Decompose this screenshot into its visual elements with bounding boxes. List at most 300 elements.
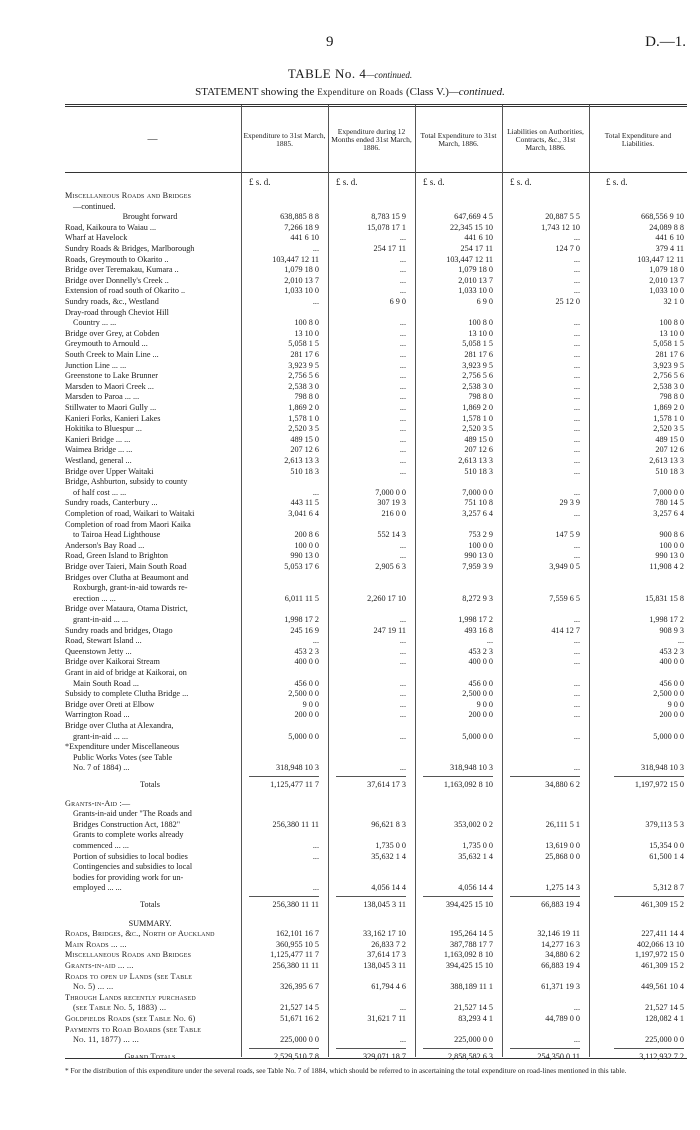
table-row bbox=[65, 699, 687, 710]
table-row bbox=[65, 307, 687, 318]
table-row bbox=[65, 872, 687, 883]
cell-col-1: 9 0 0 bbox=[302, 699, 319, 709]
table-row bbox=[65, 561, 687, 572]
cell-col-5: 489 15 0 bbox=[655, 434, 684, 444]
cell-col-3: 2,858,582 6 3 bbox=[447, 1051, 493, 1061]
cell-col-4: ... bbox=[573, 487, 580, 497]
row-label: Contingencies and subsidies to local bbox=[73, 862, 193, 872]
cell-col-2: ... bbox=[399, 699, 406, 709]
cell-col-5: 1,869 2 0 bbox=[653, 403, 684, 412]
cell-col-3: ... bbox=[486, 636, 493, 646]
table-row bbox=[65, 731, 687, 742]
summary-row bbox=[65, 992, 687, 1003]
cell-col-5: 379 4 11 bbox=[655, 244, 684, 253]
cell-col-1: ... bbox=[312, 636, 319, 646]
cell-col-3: 2,538 3 0 bbox=[462, 381, 493, 391]
cell-col-1: 245 16 9 bbox=[290, 625, 319, 635]
row-label: Country ... ... bbox=[73, 318, 117, 328]
cell-col-5: 200 0 0 bbox=[659, 710, 684, 720]
cell-col-5: 1,197,972 15 0 bbox=[634, 780, 684, 789]
cell-col-4: ... bbox=[573, 371, 580, 381]
cell-col-4: ... bbox=[573, 339, 580, 349]
row-label: Roads, Greymouth to Okarito .. bbox=[65, 254, 169, 264]
cell-col-1: 7,266 18 9 bbox=[284, 222, 319, 232]
cell-col-3: 281 17 6 bbox=[464, 350, 493, 359]
cell-col-5: 15,354 0 0 bbox=[649, 841, 684, 850]
cell-col-2: ... bbox=[399, 350, 406, 359]
row-label: Waimea Bridge ... ... bbox=[65, 445, 133, 455]
cell-col-2: 15,078 17 1 bbox=[367, 222, 406, 232]
cell-col-3: 493 16 8 bbox=[464, 625, 493, 635]
cell-col-3: 1,079 18 0 bbox=[458, 265, 493, 275]
cell-col-4: 44,789 0 0 bbox=[545, 1014, 580, 1023]
cell-col-2: ... bbox=[399, 445, 406, 455]
row-label: erection ... ... bbox=[73, 593, 116, 603]
row-label: Bridge, Ashburton, subsidy to county bbox=[65, 477, 188, 487]
row-label: grant-in-aid ... ... bbox=[73, 615, 129, 624]
row-label: Payments to Road Boards (see Table bbox=[65, 1024, 202, 1034]
cell-col-3: 1,163,092 8 10 bbox=[443, 780, 493, 789]
row-label: Greenstone to Lake Brunner bbox=[65, 371, 158, 381]
summary-row bbox=[65, 949, 687, 960]
cell-col-1: 200 0 0 bbox=[294, 710, 319, 720]
cell-col-4: ... bbox=[573, 509, 580, 518]
cell-col-4: ... bbox=[573, 381, 580, 391]
table-row bbox=[65, 752, 687, 763]
row-label: (see Table No. 5, 1883) ... bbox=[73, 1003, 167, 1013]
table-row bbox=[65, 688, 687, 699]
table-row bbox=[65, 656, 687, 667]
cell-col-1: ... bbox=[312, 883, 319, 893]
table-row bbox=[65, 423, 687, 434]
cell-col-2: 8,783 15 9 bbox=[371, 212, 406, 222]
cell-col-1: 256,380 11 11 bbox=[272, 961, 319, 970]
cell-col-4: ... bbox=[573, 233, 580, 243]
cell-col-1: 510 18 3 bbox=[290, 466, 319, 476]
cell-col-3: 103,447 12 11 bbox=[446, 254, 493, 264]
cell-col-1: 3,923 9 5 bbox=[288, 360, 319, 370]
cell-col-5: 7,000 0 0 bbox=[653, 487, 684, 497]
cell-col-3: 394,425 15 10 bbox=[445, 900, 493, 909]
summary-row bbox=[65, 1034, 687, 1045]
table-row bbox=[65, 519, 687, 530]
cell-col-1: 162,101 16 7 bbox=[276, 929, 319, 939]
row-label: Road, Kaikoura to Waiau ... bbox=[65, 222, 157, 232]
cell-col-4: 20,887 5 5 bbox=[545, 212, 580, 222]
row-label: Portion of subsidies to local bodies bbox=[73, 851, 188, 861]
cell-col-5: 32 1 0 bbox=[663, 297, 684, 306]
cell-col-4: ... bbox=[573, 424, 580, 434]
section-heading-text: Grants-in-Aid :— bbox=[65, 798, 131, 808]
row-label: Warrington Road ... bbox=[65, 710, 130, 720]
cell-col-4: 34,880 6 2 bbox=[545, 950, 580, 960]
document-reference: D.—1. bbox=[645, 34, 686, 50]
cell-col-4: ... bbox=[573, 350, 580, 359]
cell-col-2: ... bbox=[399, 371, 406, 381]
table-row bbox=[65, 222, 687, 233]
cell-col-3: 2,613 13 3 bbox=[458, 456, 493, 465]
cell-col-5: 3,923 9 5 bbox=[653, 360, 684, 370]
grand-total-rule bbox=[510, 1048, 580, 1049]
table-row bbox=[65, 413, 687, 424]
cell-col-5: 1,998 17 2 bbox=[649, 615, 684, 624]
subtotal-rule bbox=[510, 776, 580, 777]
summary-row bbox=[65, 1024, 687, 1035]
table-row bbox=[65, 540, 687, 551]
section-heading bbox=[65, 798, 687, 809]
cell-col-3: 798 8 0 bbox=[468, 392, 493, 402]
subtotal-rule bbox=[614, 896, 684, 897]
row-label: Goldfields Roads (see Table No. 6) bbox=[65, 1014, 196, 1023]
column-headers bbox=[65, 110, 687, 170]
table-row bbox=[65, 808, 687, 819]
table-row bbox=[65, 840, 687, 851]
row-label: Public Works Votes (see Table bbox=[73, 752, 173, 762]
cell-col-4: ... bbox=[573, 710, 580, 720]
cell-col-3: 8,272 9 3 bbox=[462, 593, 493, 603]
cell-col-4: 414 12 7 bbox=[551, 625, 580, 635]
cell-col-2: ... bbox=[399, 456, 406, 465]
cell-col-4: ... bbox=[573, 540, 580, 550]
row-label: Totals bbox=[140, 900, 160, 909]
cell-col-3: 254 17 11 bbox=[460, 244, 493, 253]
cell-col-4: ... bbox=[573, 445, 580, 455]
cell-col-3: 1,163,092 8 10 bbox=[443, 950, 493, 960]
row-label: grant-in-aid ... ... bbox=[73, 731, 129, 741]
cell-col-5: 128,082 4 1 bbox=[645, 1014, 684, 1023]
cell-col-2: 307 19 3 bbox=[377, 498, 406, 508]
table-row bbox=[65, 254, 687, 265]
cell-col-2: ... bbox=[399, 540, 406, 550]
header-top-rule bbox=[65, 104, 687, 107]
table-row bbox=[65, 829, 687, 840]
cell-col-5: 441 6 10 bbox=[655, 233, 684, 243]
cell-col-4: 1,743 12 10 bbox=[541, 222, 580, 232]
table-row bbox=[65, 338, 687, 349]
cell-col-4: ... bbox=[573, 265, 580, 275]
cell-col-1: 1,998 17 2 bbox=[284, 615, 319, 624]
cell-col-3: 456 0 0 bbox=[468, 678, 493, 688]
cell-col-1: 990 13 0 bbox=[290, 551, 319, 561]
statement-text: showing the bbox=[260, 86, 315, 98]
cell-col-2: ... bbox=[399, 466, 406, 476]
cell-col-4: 3,949 0 5 bbox=[549, 562, 580, 571]
table-row bbox=[65, 296, 687, 307]
table-row bbox=[65, 211, 687, 222]
row-label: bodies for providing work for un- bbox=[73, 872, 184, 882]
cell-col-4: 14,277 16 3 bbox=[541, 939, 580, 949]
cell-col-2: 31,621 7 11 bbox=[367, 1014, 406, 1023]
table-bottom-rule bbox=[65, 1058, 687, 1059]
cell-col-4: ... bbox=[573, 699, 580, 709]
cell-col-2: ... bbox=[399, 657, 406, 667]
cell-col-5: 3,112,932 7 2 bbox=[639, 1051, 684, 1061]
cell-col-5: 456 0 0 bbox=[659, 678, 684, 688]
row-label: Roads to open up Lands (see Table bbox=[65, 971, 193, 981]
table-row bbox=[65, 487, 687, 498]
cell-col-1: 3,041 6 4 bbox=[288, 509, 319, 518]
cell-col-1: 100 0 0 bbox=[294, 540, 319, 550]
table-row bbox=[65, 275, 687, 286]
row-label: Wharf at Havelock bbox=[65, 233, 128, 243]
row-label: Hokitika to Bluespur ... bbox=[65, 424, 142, 434]
cell-col-3: 441 6 10 bbox=[464, 233, 493, 243]
statement-class: (Class V.) bbox=[405, 86, 449, 98]
row-label: Bridges Construction Act, 1882" bbox=[73, 819, 181, 829]
cell-col-2: 2,260 17 10 bbox=[367, 593, 406, 603]
grand-total-rule bbox=[249, 1048, 319, 1049]
cell-col-2: 6 9 0 bbox=[389, 297, 406, 306]
cell-col-1: 798 8 0 bbox=[294, 392, 319, 402]
row-label: Bridge over Mataura, Otama District, bbox=[65, 604, 188, 614]
cell-col-1: 2,529,510 7 8 bbox=[273, 1051, 319, 1061]
row-label: commenced ... ... bbox=[73, 841, 129, 850]
cell-col-3: 195,264 14 5 bbox=[450, 929, 493, 939]
cell-col-4: 61,371 19 3 bbox=[541, 982, 580, 992]
cell-col-2: ... bbox=[399, 1035, 406, 1045]
cell-col-4: ... bbox=[573, 1003, 580, 1013]
cell-col-1: 1,578 1 0 bbox=[288, 413, 319, 423]
row-label: Bridge over Donnelly's Creek .. bbox=[65, 275, 169, 285]
subtotal-rule bbox=[249, 896, 319, 897]
cell-col-1: 318,948 10 3 bbox=[276, 763, 319, 773]
cell-col-4: 25 12 0 bbox=[555, 297, 580, 306]
cell-col-2: ... bbox=[399, 233, 406, 243]
header-liabilities: Liabilities on Authorities, Contracts, &c., 31st March, 1886. bbox=[507, 127, 584, 152]
row-label: Roads, Bridges, &c., North of Auckland bbox=[65, 929, 215, 939]
cell-col-5: 3,257 6 4 bbox=[653, 509, 684, 518]
cell-col-1: 1,125,477 11 7 bbox=[270, 950, 319, 960]
row-label: Bridge over Oreti at Elbow bbox=[65, 699, 155, 709]
cell-col-5: 379,113 5 3 bbox=[645, 819, 684, 829]
cell-col-3: 225,000 0 0 bbox=[454, 1035, 493, 1045]
cell-col-2: ... bbox=[399, 689, 406, 699]
table-row bbox=[65, 667, 687, 678]
cell-col-4: ... bbox=[573, 678, 580, 688]
cell-col-1: 207 12 6 bbox=[290, 445, 319, 455]
cell-col-5: 2,010 13 7 bbox=[649, 275, 684, 285]
cell-col-2: ... bbox=[399, 328, 406, 338]
cell-col-4: ... bbox=[573, 254, 580, 264]
table-row bbox=[65, 741, 687, 752]
cell-col-3: 1,033 10 0 bbox=[458, 286, 493, 296]
cell-col-3: 207 12 6 bbox=[464, 445, 493, 455]
row-label: Sundry roads, &c., Westland bbox=[65, 297, 159, 306]
cell-col-3: 2,010 13 7 bbox=[458, 275, 493, 285]
row-label: No. 7 of 1884) ... bbox=[73, 763, 130, 773]
table-row bbox=[65, 264, 687, 275]
row-label: Through Lands recently purchased bbox=[65, 992, 196, 1002]
cell-col-3: 2,520 3 5 bbox=[462, 424, 493, 434]
cell-col-3: 100 0 0 bbox=[468, 540, 493, 550]
cell-col-1: 281 17 6 bbox=[290, 350, 319, 359]
table-row bbox=[65, 593, 687, 604]
grand-total-rule bbox=[614, 1048, 684, 1049]
cell-col-2: ... bbox=[399, 403, 406, 412]
cell-col-3: 200 0 0 bbox=[468, 710, 493, 720]
cell-col-5: 461,309 15 2 bbox=[641, 900, 684, 909]
cell-col-5: 2,520 3 5 bbox=[653, 424, 684, 434]
statement-prefix: STATEMENT bbox=[195, 86, 259, 98]
cell-col-5: 1,197,972 15 0 bbox=[634, 950, 684, 960]
cell-col-2: 96,621 8 3 bbox=[371, 819, 406, 829]
cell-col-1: 2,520 3 5 bbox=[288, 424, 319, 434]
cell-col-3: 753 2 9 bbox=[468, 530, 493, 540]
cell-col-2: ... bbox=[399, 763, 406, 773]
cell-col-3: 453 2 3 bbox=[468, 646, 493, 656]
summary-row bbox=[65, 971, 687, 982]
cell-col-3: 394,425 15 10 bbox=[445, 961, 493, 970]
cell-col-1: 225,000 0 0 bbox=[280, 1035, 319, 1045]
cell-col-3: 489 15 0 bbox=[464, 434, 493, 444]
section-heading bbox=[65, 190, 687, 201]
cell-col-4: ... bbox=[573, 318, 580, 328]
statement-heading bbox=[0, 86, 700, 98]
row-label: employed ... ... bbox=[73, 883, 122, 893]
cell-col-5: 24,089 8 8 bbox=[649, 222, 684, 232]
header-total-exp-1886: Total Expenditure to 31st March, 1886. bbox=[420, 131, 497, 148]
table-row bbox=[65, 476, 687, 487]
cell-col-4: ... bbox=[573, 636, 580, 646]
section-heading-text: Miscellaneous Roads and Bridges bbox=[65, 191, 192, 200]
cell-col-4: ... bbox=[573, 1035, 580, 1045]
row-label: Bridge over Taieri, Main South Road bbox=[65, 562, 187, 571]
header-exp-12months: Expenditure during 12 Months ended 31st March, 1886. bbox=[331, 127, 412, 152]
cell-col-2: ... bbox=[399, 434, 406, 444]
grand-total-rule bbox=[423, 1048, 493, 1049]
row-label: Grant in aid of bridge at Kaikorai, on bbox=[65, 668, 187, 677]
cell-col-1: 453 2 3 bbox=[294, 646, 319, 656]
cell-col-5: 1,079 18 0 bbox=[649, 265, 684, 275]
table-row bbox=[65, 603, 687, 614]
summary-row bbox=[65, 981, 687, 992]
cell-col-4: 26,111 5 1 bbox=[545, 819, 580, 829]
summary-heading bbox=[65, 918, 687, 929]
table-row bbox=[65, 317, 687, 328]
cell-col-5: 402,066 13 10 bbox=[636, 939, 684, 949]
table-row bbox=[65, 381, 687, 392]
table-row bbox=[65, 709, 687, 720]
cell-col-1: 51,671 16 2 bbox=[280, 1014, 319, 1023]
table-row bbox=[65, 625, 687, 636]
cell-col-3: 35,632 1 4 bbox=[458, 851, 493, 861]
table-row bbox=[65, 851, 687, 862]
cell-col-3: 751 10 8 bbox=[464, 498, 493, 508]
cell-col-2: ... bbox=[399, 254, 406, 264]
units-col-2: £ s. d. bbox=[336, 177, 358, 187]
cell-col-4: ... bbox=[573, 657, 580, 667]
table-row bbox=[65, 444, 687, 455]
row-label: Marsden to Maori Creek ... bbox=[65, 381, 154, 391]
cell-col-4: ... bbox=[573, 413, 580, 423]
cell-col-1: 2,500 0 0 bbox=[288, 689, 319, 699]
row-label: Sundry Roads & Bridges, Marlborough bbox=[65, 244, 195, 253]
cell-col-1: 100 8 0 bbox=[294, 318, 319, 328]
cell-col-4: 34,880 6 2 bbox=[545, 780, 580, 789]
table-row bbox=[65, 455, 687, 466]
cell-col-2: 329,071 18 7 bbox=[363, 1051, 406, 1061]
cell-col-1: 6,011 11 5 bbox=[284, 593, 319, 603]
cell-col-5: 318,948 10 3 bbox=[641, 763, 684, 773]
cell-col-2: 33,162 17 10 bbox=[363, 929, 406, 939]
cell-col-2: ... bbox=[399, 636, 406, 646]
cell-col-2: ... bbox=[399, 392, 406, 402]
cell-col-1: 443 11 5 bbox=[290, 498, 319, 508]
row-label: Anderson's Bay Road ... bbox=[65, 540, 145, 550]
cell-col-2: 138,045 3 11 bbox=[363, 961, 406, 970]
table-row bbox=[65, 646, 687, 657]
table-row bbox=[65, 529, 687, 540]
row-label: to Tairoa Head Lighthouse bbox=[73, 530, 161, 540]
row-label: Road, Stewart Island ... bbox=[65, 636, 142, 646]
table-row bbox=[65, 360, 687, 371]
table-row bbox=[65, 572, 687, 583]
table-row bbox=[65, 882, 687, 893]
cell-col-2: 7,000 0 0 bbox=[375, 487, 406, 497]
row-label: Completion of road from Maori Kaika bbox=[65, 519, 191, 529]
cell-col-3: 3,923 9 5 bbox=[462, 360, 493, 370]
cell-col-2: 61,794 4 6 bbox=[371, 982, 406, 992]
cell-col-1: 103,447 12 11 bbox=[272, 254, 319, 264]
header-total-exp-liabilities: Total Expenditure and Liabilities. bbox=[604, 131, 672, 148]
cell-col-1: 256,380 11 11 bbox=[272, 900, 319, 909]
cell-col-4: 1,275 14 3 bbox=[545, 883, 580, 893]
cell-col-1: ... bbox=[312, 244, 319, 253]
cell-col-5: ... bbox=[677, 636, 684, 646]
statement-caps: Expenditure on Roads bbox=[317, 87, 404, 97]
subtotal-rule bbox=[423, 776, 493, 777]
table-title-sub: —continued. bbox=[366, 70, 413, 80]
row-label: Bridge over Clutha at Alexandra, bbox=[65, 721, 174, 730]
cell-col-1: 1,033 10 0 bbox=[284, 286, 319, 296]
cell-col-2: ... bbox=[399, 339, 406, 349]
cell-col-3: 1,869 2 0 bbox=[462, 403, 493, 412]
cell-col-4: ... bbox=[573, 392, 580, 402]
cell-col-3: 353,002 0 2 bbox=[454, 819, 493, 829]
cell-col-2: ... bbox=[399, 710, 406, 720]
table-row bbox=[65, 370, 687, 381]
cell-col-1: ... bbox=[312, 487, 319, 497]
cell-col-2: ... bbox=[399, 551, 406, 561]
row-label: Grants-in-aid under "The Roads and bbox=[73, 809, 192, 819]
cell-col-2: 1,735 0 0 bbox=[375, 841, 406, 850]
cell-col-4: 13,619 0 0 bbox=[545, 841, 580, 850]
row-label: Brought forward bbox=[122, 212, 178, 222]
row-label: Kanieri Forks, Kanieri Lakes bbox=[65, 413, 161, 423]
cell-col-1: 360,955 10 5 bbox=[276, 939, 319, 949]
cell-col-5: 780 14 5 bbox=[655, 498, 684, 508]
row-label: Totals bbox=[140, 780, 160, 789]
cell-col-1: 2,010 13 7 bbox=[284, 275, 319, 285]
cell-col-4: ... bbox=[573, 360, 580, 370]
section-heading-continued-text: —continued. bbox=[73, 201, 116, 211]
row-label: Greymouth to Arnould ... bbox=[65, 339, 148, 349]
row-label: Roxburgh, grant-in-aid towards re- bbox=[73, 583, 188, 593]
cell-col-3: 510 18 3 bbox=[464, 466, 493, 476]
subtotal-rule bbox=[510, 896, 580, 897]
cell-col-5: 990 13 0 bbox=[655, 551, 684, 561]
cell-col-4: ... bbox=[573, 275, 580, 285]
cell-col-1: ... bbox=[312, 851, 319, 861]
cell-col-2: 37,614 17 3 bbox=[367, 950, 406, 960]
summary-row bbox=[65, 928, 687, 939]
cell-col-4: 254,350 0 11 bbox=[537, 1051, 580, 1061]
cell-col-2: ... bbox=[399, 731, 406, 741]
cell-col-3: 2,756 5 6 bbox=[462, 371, 493, 381]
row-label: Main Roads ... ... bbox=[65, 939, 127, 949]
summary-row bbox=[65, 1013, 687, 1024]
cell-col-1: 200 8 6 bbox=[294, 530, 319, 540]
